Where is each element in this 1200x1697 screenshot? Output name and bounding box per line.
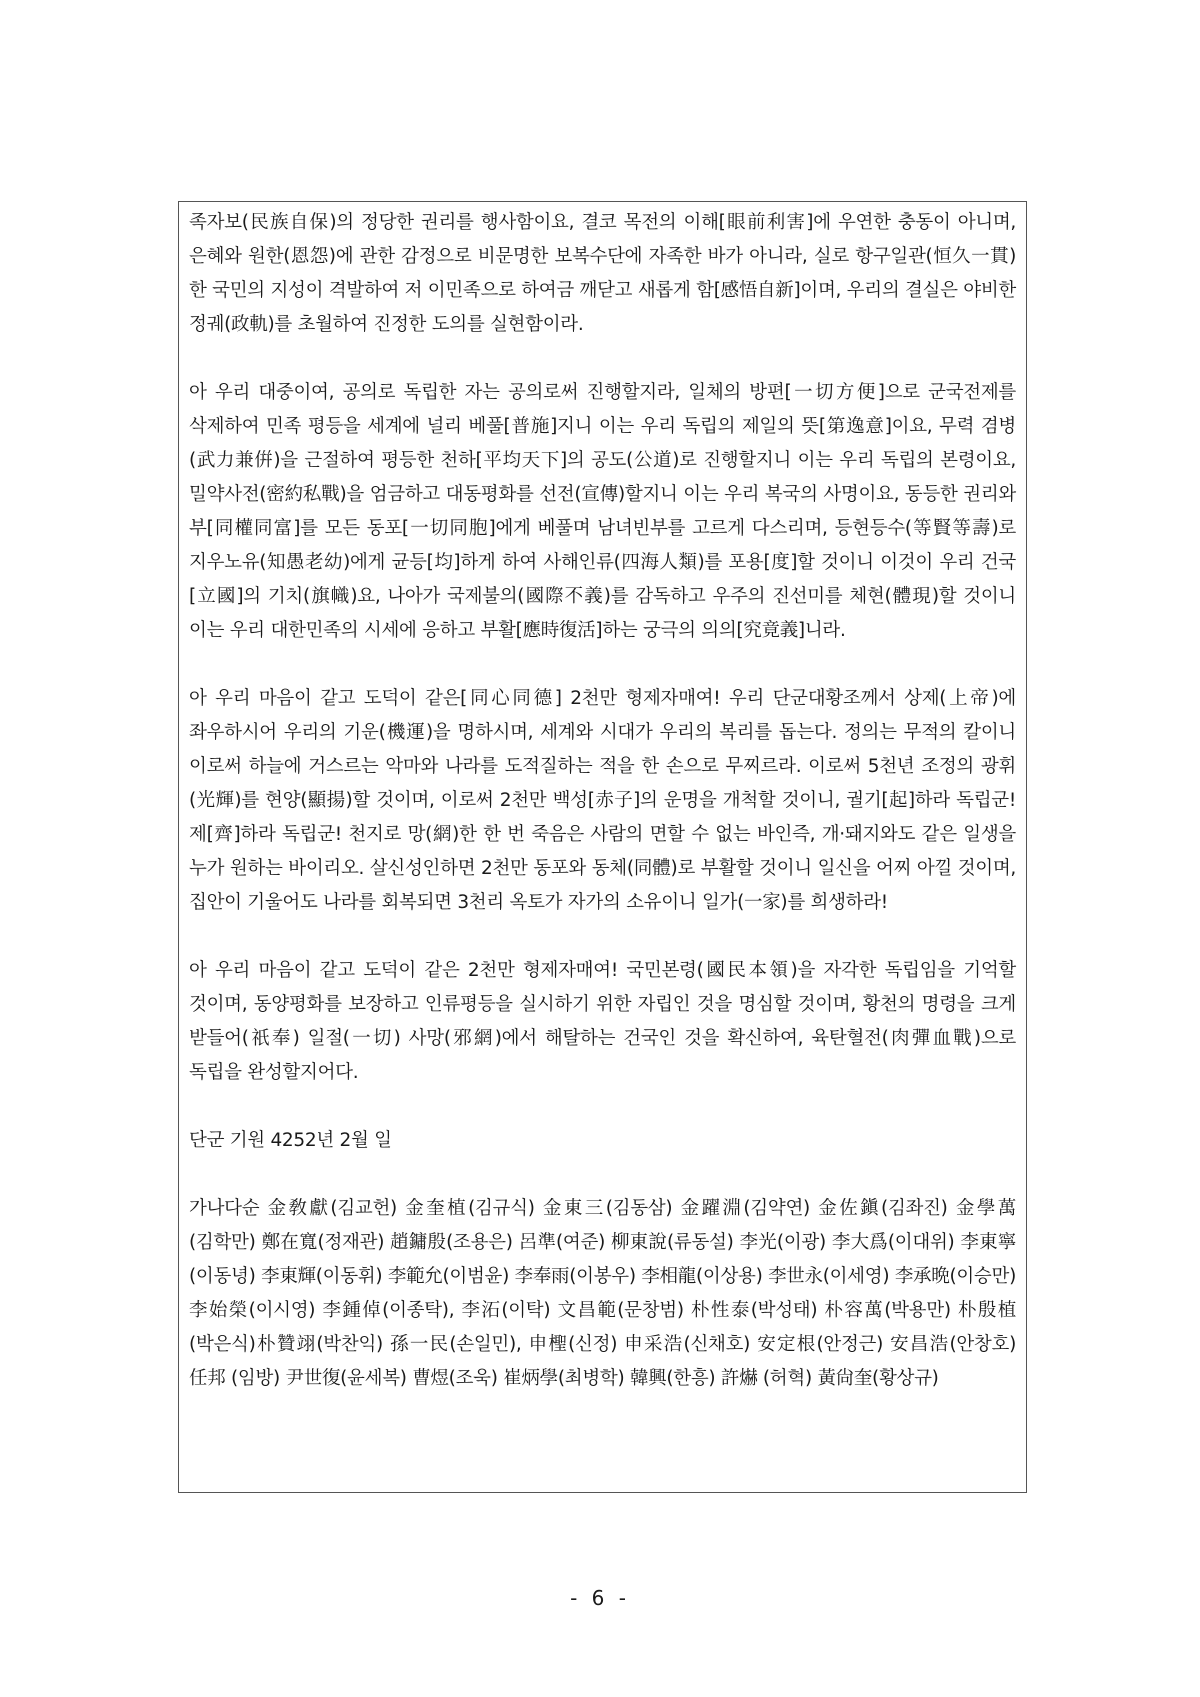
paragraph-resolution: 아 우리 마음이 같고 도덕이 같은 2천만 형제자매여! 국민본령(國民本領)을 자각한 독립임을 기억할 것이며, 동양평화를 보장하고 인류평등을 실시하기 위한 자립인 것을 명심할 것이며, 황천의 명령을 크게 받들어(祇奉) 일절(一切) 사망(邪網)에서 해탈하는 건국인 것을 확신하여, 육탄혈전(肉彈血戰)으로 독립을 완성할지어다. [189,960,1016,1083]
paragraph-principles: 족자보(民族自保)의 정당한 권리를 행사함이요, 결코 목전의 이해[眼前利害]에 우연한 충동이 아니며, 은혜와 원한(恩怨)에 관한 감정으로 비문명한 보복수단에 자족한 바가 아니라, 실로 항구일관(恒久一貫)한 국민의 지성이 격발하여 저 이민족으로 하여금 깨닫고 새롭게 함[感悟自新]이며, 우리의 결실은 야비한 정궤(政軌)를 초월하여 진정한 도의를 실현함이라. [189,212,1016,335]
paragraph-call-to-arms: 아 우리 마음이 같고 도덕이 같은[同心同德] 2천만 형제자매여! 우리 단군대황조께서 상제(上帝)에 좌우하시어 우리의 기운(機運)을 명하시며, 세계와 시대가 우리의 복리를 돕는다. 정의는 무적의 칼이니 이로써 하늘에 거스르는 악마와 나라를 도적질하는 적을 한 손으로 무찌르라. 이로써 5천년 조정의 광휘(光輝)를 현양(顯揚)할 것이며, 이로써 2천만 백성[赤子]의 운명을 개척할 것이니, 궐기[起]하라 독립군! 제[齊]하라 독립군! 천지로 망(網)한 한 번 죽음은 사람의 면할 수 없는 바인즉, 개·돼지와도 같은 일생을 누가 원하는 바이리오. 살신성인하면 2천만 동포와 동체(同體)로 부활할 것이니 일신을 어찌 아낄 것이며, 집안이 기울어도 나라를 회복되면 3천리 옥토가 자가의 소유이니 일가(一家)를 희생하라! [189,688,1016,913]
text-box [178,201,1027,1493]
page-number: - 6 - [570,1586,630,1610]
signatories-list: 가나다순 金敎獻(김교헌) 金奎植(김규식) 金東三(김동삼) 金躍淵(김약연) 金佐鎭(김좌진) 金學萬(김학만) 鄭在寬(정재관) 趙鏞殷(조용은) 呂準(여준) 柳東說(류동설) 李光(이광) 李大爲(이대위) 李東寧(이동녕) 李東輝(이동휘) 李範允(이범윤) 李奉雨(이봉우) 李相龍(이상용) 李世永(이세영) 李承晩(이승만) 李始榮(이시영) 李鍾倬(이종탁), 李沰(이탁) 文昌範(문창범) 朴性泰(박성태) 朴容萬(박용만) 朴殷植(박은식)朴贊翊(박찬익) 孫一民(손일민), 申檉(신정) 申采浩(신채호) 安定根(안정근) 安昌浩(안창호) 任邦 (임방) 尹世復(윤세복) 曹煜(조욱) 崔炳學(최병학) 韓興(한흥) 許爀 (허혁) 黃尙奎(황상규) [189,1198,1016,1389]
paragraph-independence-goals: 아 우리 대중이여, 공의로 독립한 자는 공의로써 진행할지라, 일체의 방편[一切方便]으로 군국전제를 삭제하여 민족 평등을 세계에 널리 베풀[普施]지니 이는 우리 독립의 제일의 뜻[第逸意]이요, 무력 겸병(武力兼倂)을 근절하여 평등한 천하[平均天下]의 공도(公道)로 진행할지니 이는 우리 독립의 본령이요, 밀약사전(密約私戰)을 엄금하고 대동평화를 선전(宣傳)할지니 이는 우리 복국의 사명이요, 동등한 권리와 부[同權同富]를 모든 동포[一切同胞]에게 베풀며 남녀빈부를 고르게 다스리며, 등현등수(等賢等壽)로 지우노유(知愚老幼)에게 균등[均]하게 하여 사해인류(四海人類)를 포용[度]할 것이니 이것이 우리 건국[立國]의 기치(旗幟)요, 나아가 국제불의(國際不義)를 감독하고 우주의 진선미를 체현(體現)할 것이니 이는 우리 대한민족의 시세에 응하고 부활[應時復活]하는 궁극의 의의[究竟義]니라. [189,382,1016,641]
date-line: 단군 기원 4252년 2월 일 [189,1130,392,1151]
